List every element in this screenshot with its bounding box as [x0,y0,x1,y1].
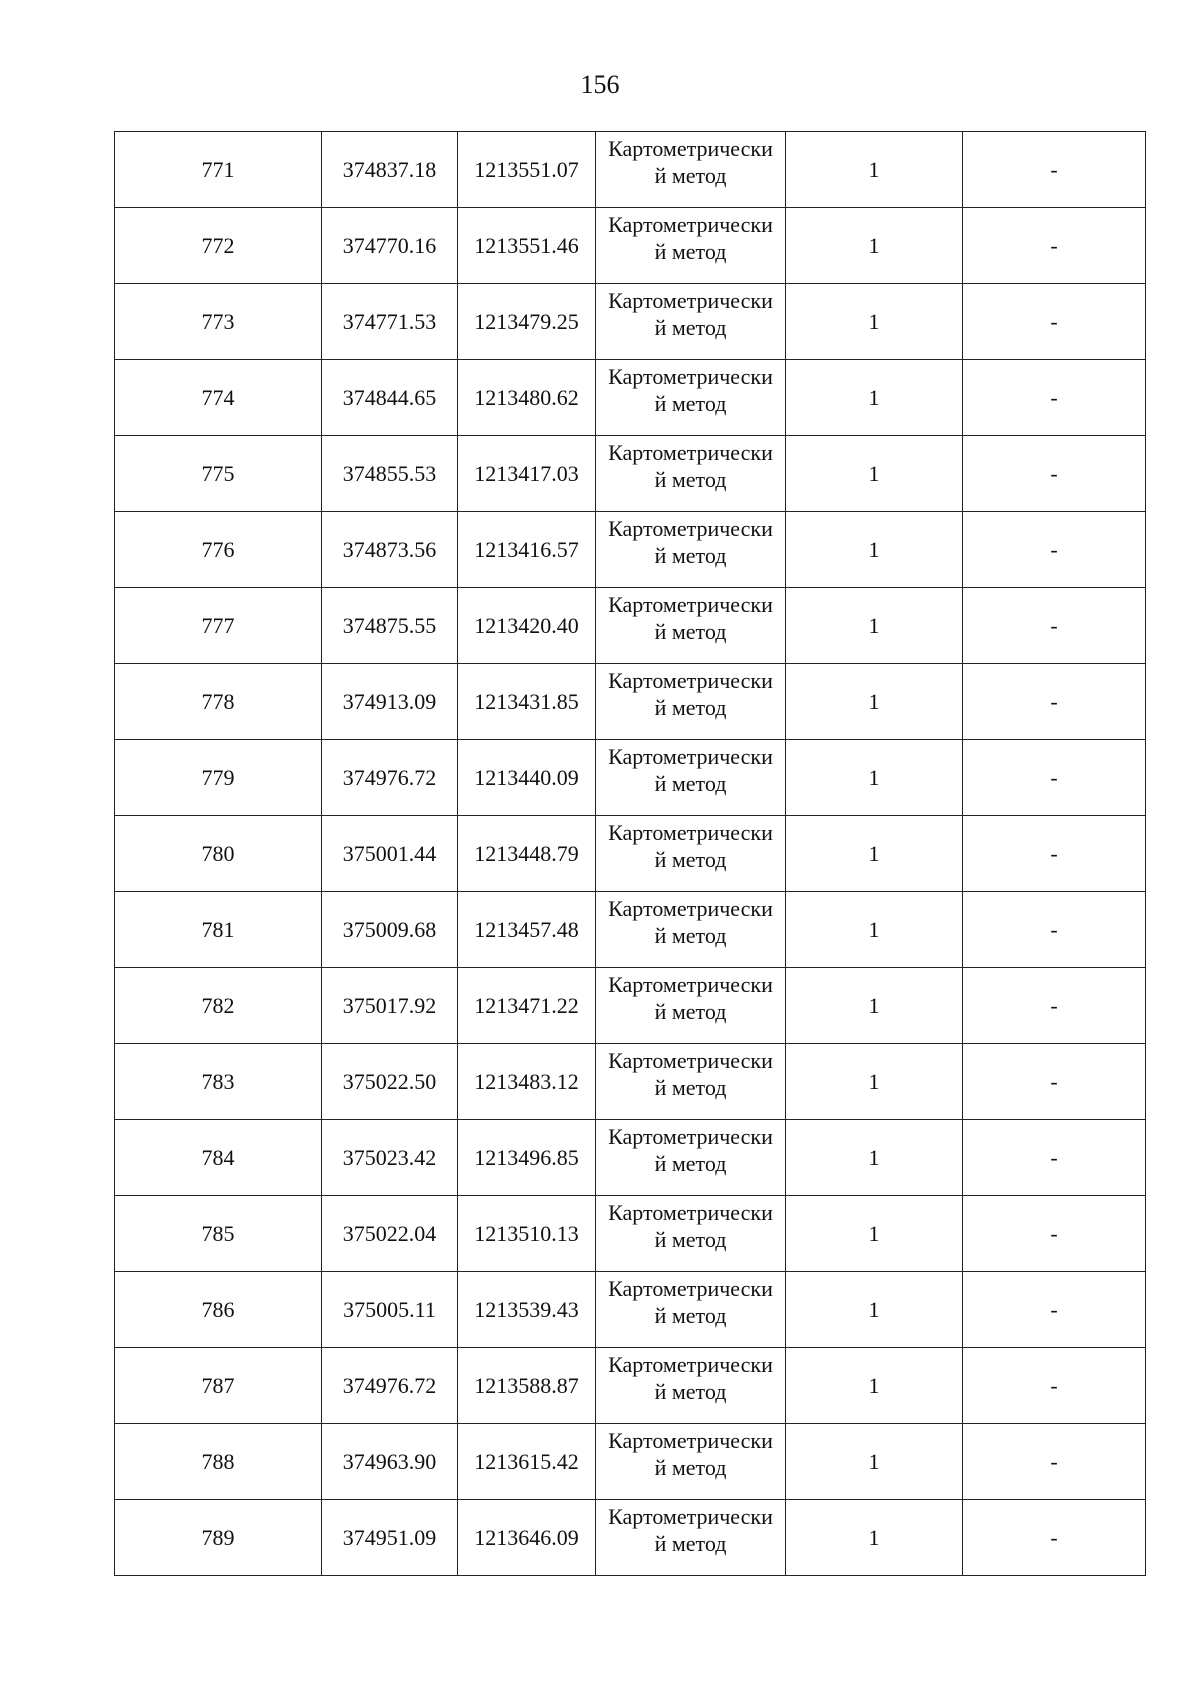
method-text: Картометрически [608,364,773,389]
method-text: й метод [654,239,727,264]
point-number-cell: 777 [115,588,322,664]
accuracy-cell: 1 [786,284,963,360]
point-number-cell: 788 [115,1424,322,1500]
note-cell: - [963,1348,1146,1424]
method-text: Картометрически [608,1048,773,1073]
x-coordinate-cell: 375023.42 [322,1120,458,1196]
accuracy-cell: 1 [786,664,963,740]
method-text: й метод [654,771,727,796]
y-coordinate-cell: 1213646.09 [458,1500,596,1576]
accuracy-cell: 1 [786,512,963,588]
note-cell: - [963,512,1146,588]
table-row [115,1500,1146,1576]
method-cell [596,892,786,968]
method-text: Картометрически [608,440,773,465]
y-coordinate-cell: 1213479.25 [458,284,596,360]
method-cell [596,816,786,892]
y-coordinate-cell: 1213471.22 [458,968,596,1044]
method-text: Картометрически [608,820,773,845]
x-coordinate-cell: 374875.55 [322,588,458,664]
accuracy-cell: 1 [786,1272,963,1348]
method-text: й метод [654,999,727,1024]
accuracy-cell: 1 [786,588,963,664]
note-cell: - [963,740,1146,816]
method-text: й метод [654,1303,727,1328]
table-row [115,968,1146,1044]
method-text: й метод [654,1379,727,1404]
note-cell: - [963,1120,1146,1196]
method-text: Картометрически [608,288,773,313]
note-cell: - [963,1196,1146,1272]
point-number-cell: 773 [115,284,322,360]
method-text: й метод [654,619,727,644]
accuracy-cell: 1 [786,1424,963,1500]
method-text: й метод [654,1075,727,1100]
point-number-cell: 785 [115,1196,322,1272]
accuracy-cell: 1 [786,740,963,816]
method-cell [596,1272,786,1348]
method-text: Картометрически [608,212,773,237]
x-coordinate-cell: 375017.92 [322,968,458,1044]
coordinates-table [114,131,1146,1576]
method-cell [596,360,786,436]
method-cell [596,512,786,588]
note-cell: - [963,360,1146,436]
x-coordinate-cell: 374837.18 [322,132,458,208]
note-cell: - [963,588,1146,664]
method-cell [596,284,786,360]
x-coordinate-cell: 374951.09 [322,1500,458,1576]
method-text: Картометрически [608,1352,773,1377]
method-cell [596,1424,786,1500]
x-coordinate-cell: 375001.44 [322,816,458,892]
table-row [115,1196,1146,1272]
note-cell: - [963,436,1146,512]
method-cell [596,1120,786,1196]
point-number-cell: 775 [115,436,322,512]
point-number-cell: 781 [115,892,322,968]
x-coordinate-cell: 374771.53 [322,284,458,360]
method-text: й метод [654,695,727,720]
method-cell [596,132,786,208]
note-cell: - [963,892,1146,968]
method-text: й метод [654,467,727,492]
point-number-cell: 774 [115,360,322,436]
x-coordinate-cell: 374976.72 [322,740,458,816]
x-coordinate-cell: 374913.09 [322,664,458,740]
method-text: Картометрически [608,972,773,997]
method-cell [596,1196,786,1272]
x-coordinate-cell: 374770.16 [322,208,458,284]
y-coordinate-cell: 1213440.09 [458,740,596,816]
table-row [115,588,1146,664]
accuracy-cell: 1 [786,1500,963,1576]
table-row [115,740,1146,816]
point-number-cell: 779 [115,740,322,816]
method-text: й метод [654,1227,727,1252]
method-cell [596,1044,786,1120]
table-row [115,664,1146,740]
point-number-cell: 778 [115,664,322,740]
method-cell [596,436,786,512]
point-number-cell: 782 [115,968,322,1044]
table-row [115,816,1146,892]
accuracy-cell: 1 [786,132,963,208]
accuracy-cell: 1 [786,208,963,284]
accuracy-cell: 1 [786,360,963,436]
table-body [115,132,1146,1576]
x-coordinate-cell: 375009.68 [322,892,458,968]
note-cell: - [963,208,1146,284]
method-cell [596,664,786,740]
note-cell: - [963,284,1146,360]
x-coordinate-cell: 374963.90 [322,1424,458,1500]
y-coordinate-cell: 1213539.43 [458,1272,596,1348]
method-cell [596,1348,786,1424]
point-number-cell: 772 [115,208,322,284]
point-number-cell: 787 [115,1348,322,1424]
method-cell [596,588,786,664]
method-text: й метод [654,163,727,188]
x-coordinate-cell: 374873.56 [322,512,458,588]
x-coordinate-cell: 374844.65 [322,360,458,436]
x-coordinate-cell: 375005.11 [322,1272,458,1348]
note-cell: - [963,816,1146,892]
note-cell: - [963,968,1146,1044]
accuracy-cell: 1 [786,1348,963,1424]
point-number-cell: 789 [115,1500,322,1576]
method-text: Картометрически [608,1124,773,1149]
table-row [115,1348,1146,1424]
x-coordinate-cell: 375022.50 [322,1044,458,1120]
point-number-cell: 780 [115,816,322,892]
method-text: Картометрически [608,516,773,541]
y-coordinate-cell: 1213615.42 [458,1424,596,1500]
table-row [115,1424,1146,1500]
method-cell [596,740,786,816]
table-row [115,512,1146,588]
note-cell: - [963,1500,1146,1576]
y-coordinate-cell: 1213448.79 [458,816,596,892]
method-text: й метод [654,1531,727,1556]
note-cell: - [963,132,1146,208]
x-coordinate-cell: 374855.53 [322,436,458,512]
table-row [115,1044,1146,1120]
point-number-cell: 786 [115,1272,322,1348]
table-row [115,1120,1146,1196]
x-coordinate-cell: 375022.04 [322,1196,458,1272]
point-number-cell: 784 [115,1120,322,1196]
method-cell [596,208,786,284]
method-text: Картометрически [608,1276,773,1301]
method-text: й метод [654,1455,727,1480]
table-row [115,436,1146,512]
method-text: Картометрически [608,136,773,161]
method-text: й метод [654,923,727,948]
x-coordinate-cell: 374976.72 [322,1348,458,1424]
method-text: й метод [654,1151,727,1176]
y-coordinate-cell: 1213457.48 [458,892,596,968]
point-number-cell: 776 [115,512,322,588]
method-text: Картометрически [608,744,773,769]
note-cell: - [963,1424,1146,1500]
y-coordinate-cell: 1213496.85 [458,1120,596,1196]
y-coordinate-cell: 1213480.62 [458,360,596,436]
method-cell [596,968,786,1044]
page-number: 156 [580,70,620,99]
method-cell [596,1500,786,1576]
accuracy-cell: 1 [786,1196,963,1272]
accuracy-cell: 1 [786,968,963,1044]
method-text: Картометрически [608,592,773,617]
y-coordinate-cell: 1213420.40 [458,588,596,664]
table-row [115,284,1146,360]
accuracy-cell: 1 [786,436,963,512]
method-text: Картометрически [608,1504,773,1529]
note-cell: - [963,1044,1146,1120]
table-row [115,1272,1146,1348]
table-row [115,208,1146,284]
table-row [115,360,1146,436]
y-coordinate-cell: 1213551.46 [458,208,596,284]
table-row [115,132,1146,208]
y-coordinate-cell: 1213416.57 [458,512,596,588]
method-text: й метод [654,391,727,416]
y-coordinate-cell: 1213431.85 [458,664,596,740]
y-coordinate-cell: 1213588.87 [458,1348,596,1424]
note-cell: - [963,1272,1146,1348]
method-text: й метод [654,543,727,568]
y-coordinate-cell: 1213510.13 [458,1196,596,1272]
accuracy-cell: 1 [786,1120,963,1196]
note-cell: - [963,664,1146,740]
y-coordinate-cell: 1213417.03 [458,436,596,512]
method-text: Картометрически [608,896,773,921]
table-row [115,892,1146,968]
y-coordinate-cell: 1213483.12 [458,1044,596,1120]
method-text: Картометрически [608,668,773,693]
point-number-cell: 771 [115,132,322,208]
accuracy-cell: 1 [786,892,963,968]
method-text: й метод [654,315,727,340]
y-coordinate-cell: 1213551.07 [458,132,596,208]
point-number-cell: 783 [115,1044,322,1120]
accuracy-cell: 1 [786,1044,963,1120]
method-text: Картометрически [608,1200,773,1225]
method-text: Картометрически [608,1428,773,1453]
method-text: й метод [654,847,727,872]
accuracy-cell: 1 [786,816,963,892]
